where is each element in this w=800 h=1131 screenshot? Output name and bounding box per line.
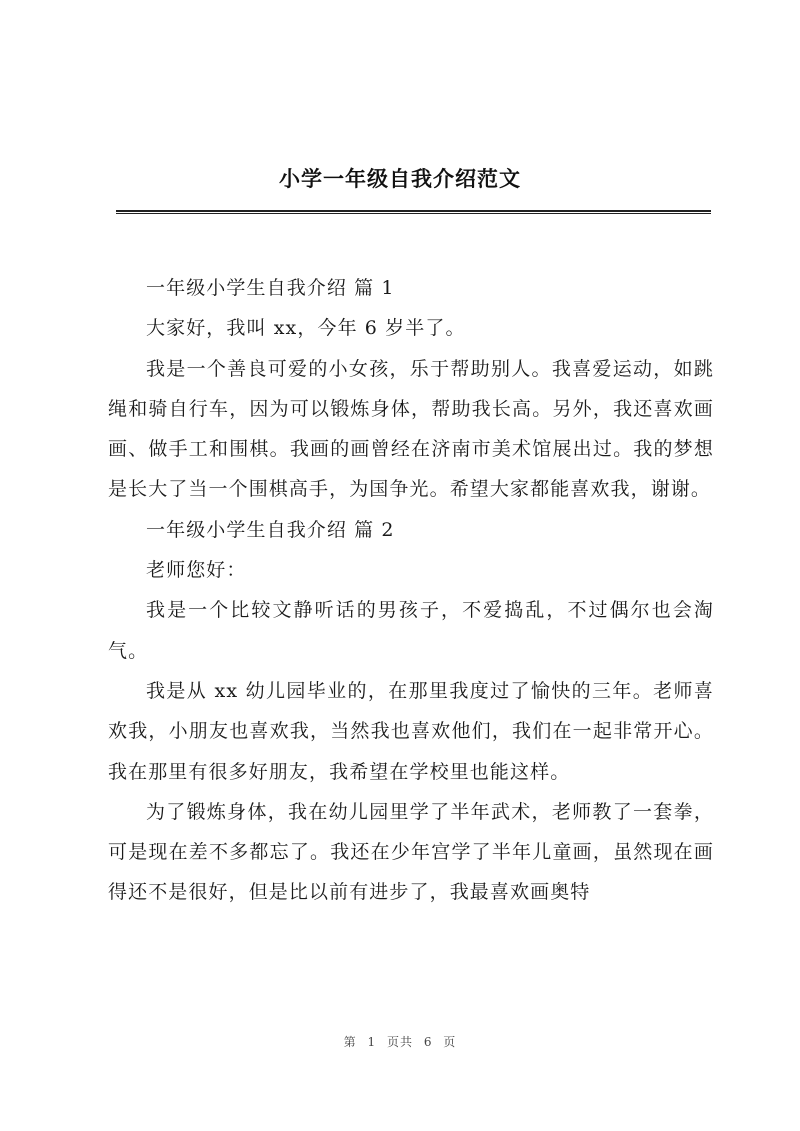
paragraph: 我是一个善良可爱的小女孩，乐于帮助别人。我喜爱运动，如跳绳和骑自行车，因为可以锻炼身体，帮助我长高。另外，我还喜欢画画、做手工和围棋。我画的画曾经在济南市美术馆展出过。我的梦想是长大了当一个围棋高手，为国争光。希望大家都能喜欢我，谢谢。 [108, 357, 714, 501]
title-divider [116, 210, 711, 214]
section-heading: 一年级小学生自我介绍 篇 1 [146, 277, 395, 299]
footer-label-page: 第 [343, 1035, 357, 1049]
paragraph: 老师您好： [146, 559, 247, 582]
paragraph: 大家好，我叫 xx，今年 6 岁半了。 [146, 317, 466, 340]
footer-label-pages: 页 [443, 1035, 457, 1049]
footer-label-of: 页共 [386, 1035, 413, 1049]
paragraph: 为了锻炼身体，我在幼儿园里学了半年武术，老师教了一套拳，可是现在差不多都忘了。我还在少年宫学了半年儿童画，虽然现在画得还不是很好，但是比以前有进步了，我最喜欢画奥特 [108, 800, 714, 904]
document-body [108, 268, 714, 913]
footer-current-page: 1 [367, 1035, 377, 1049]
section-heading: 一年级小学生自我介绍 篇 2 [146, 518, 395, 541]
page-title: 小学一年级自我介绍范文 [279, 166, 521, 191]
footer-total-pages: 6 [423, 1035, 433, 1049]
page-footer [0, 1033, 800, 1050]
paragraph: 我是从 xx 幼儿园毕业的，在那里我度过了愉快的三年。老师喜欢我，小朋友也喜欢我，当然我也喜欢他们，我们在一起非常开心。我在那里有很多好朋友，我希望在学校里也能这样。 [108, 679, 714, 783]
paragraph: 我是一个比较文静听话的男孩子，不爱捣乱，不过偶尔也会淘气。 [108, 599, 714, 662]
